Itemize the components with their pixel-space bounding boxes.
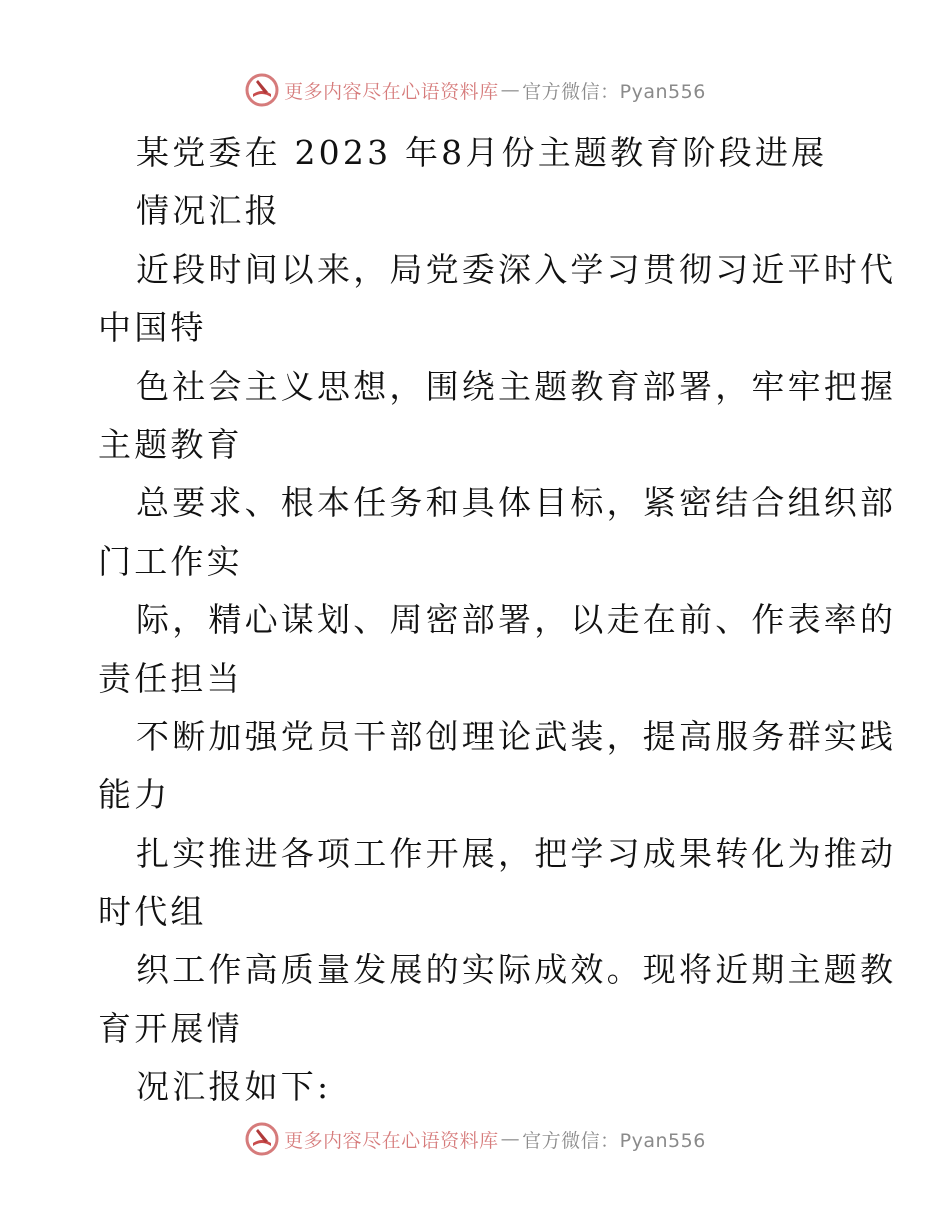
paragraph-line-wrap: 门工作实 [98, 541, 243, 581]
paragraph-line: 扎实推进各项工作开展，把学习成果转化为推动 [136, 833, 897, 873]
paragraph-line: 际，精心谋划、周密部署，以走在前、作表率的 [136, 600, 897, 640]
watermark-contact-text: 官方微信：Pyan556 [522, 80, 706, 103]
document-title-line-2: 情况汇报 [136, 191, 281, 231]
paragraph-line-wrap: 中国特 [98, 308, 207, 348]
book-pen-icon [244, 72, 280, 108]
watermark-dash: — [500, 1128, 521, 1150]
header-watermark [0, 70, 950, 110]
paragraph-line: 况汇报如下: [136, 1067, 332, 1107]
paragraph-line: 近段时间以来，局党委深入学习贯彻习近平时代 [136, 249, 897, 289]
footer-watermark [0, 1119, 950, 1159]
paragraph-line: 色社会主义思想，围绕主题教育部署，牢牢把握 [136, 366, 897, 406]
paragraph-line-wrap: 育开展情 [98, 1008, 243, 1048]
paragraph-line-wrap: 时代组 [98, 892, 207, 932]
paragraph-line: 总要求、根本任务和具体目标，紧密结合组织部 [136, 483, 897, 523]
document-title-line-1: 某党委在 2023 年8月份主题教育阶段进展 [136, 133, 828, 172]
paragraph-line-wrap: 能力 [98, 775, 171, 815]
watermark-site-text: 更多内容尽在心语资料库 [284, 80, 499, 103]
document-body [98, 124, 897, 1117]
watermark-site-text: 更多内容尽在心语资料库 [284, 1129, 499, 1152]
paragraph-line-wrap: 责任担当 [98, 658, 243, 698]
watermark-dash: — [500, 79, 521, 101]
watermark-contact-text: 官方微信：Pyan556 [522, 1129, 706, 1152]
book-pen-icon [244, 1121, 280, 1157]
paragraph-line-wrap: 主题教育 [98, 424, 243, 464]
paragraph-line: 织工作高质量发展的实际成效。现将近期主题教 [136, 950, 897, 990]
paragraph-line: 不断加强党员干部创理论武装，提高服务群实践 [136, 716, 897, 756]
